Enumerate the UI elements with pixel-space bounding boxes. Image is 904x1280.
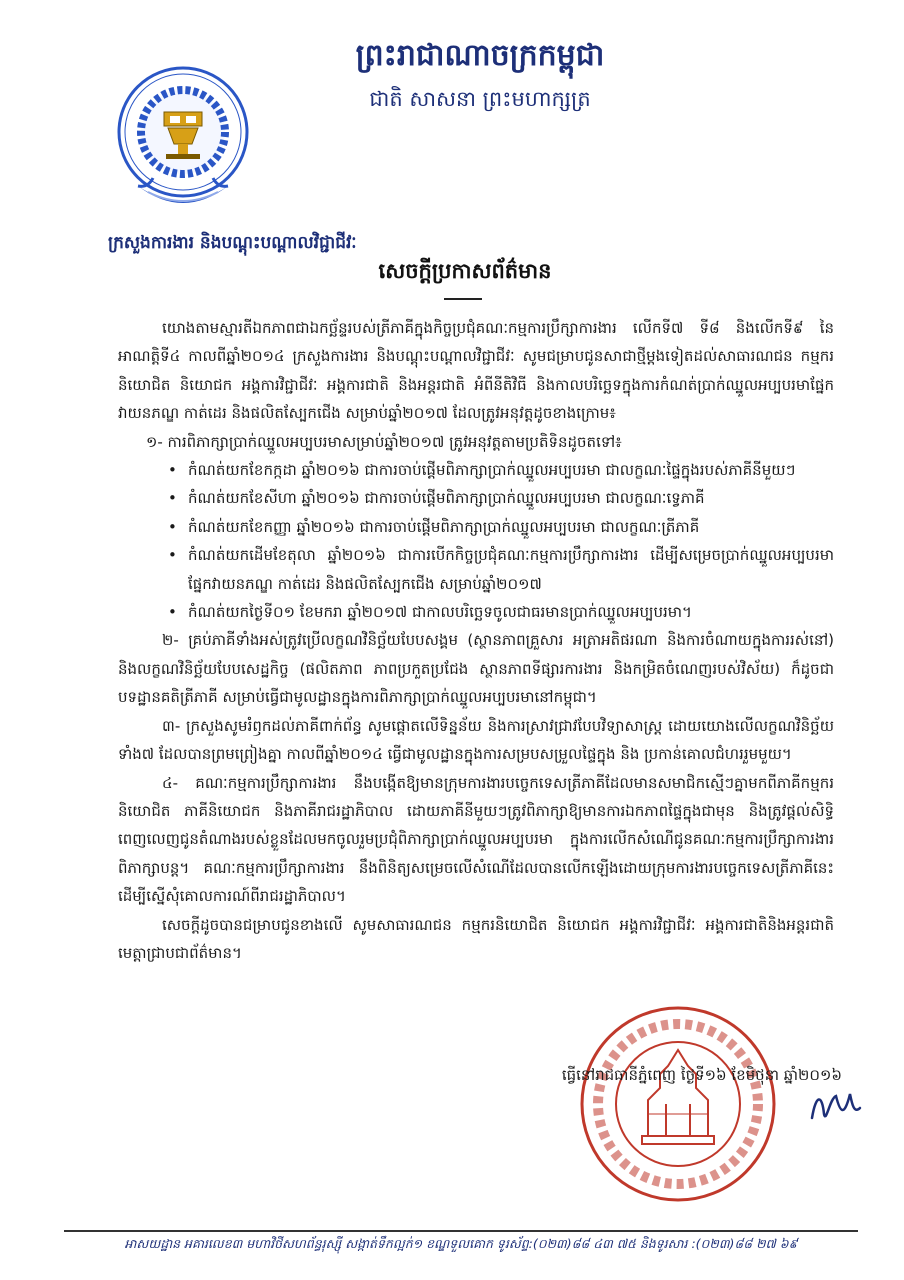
list-item: • កំណត់យកខែសីហា ឆ្នាំ២០១៦ ជាការចាប់ផ្តើមពិភាក្សាប្រាក់ឈ្នួលអប្បបរមា ជាលក្ខណៈទ្វេភាគី	[168, 484, 834, 512]
section-1-heading: ១- ការពិភាក្សាប្រាក់ឈ្នួលអប្បបរមាសម្រាប់ឆ្នាំ២០១៧ ត្រូវអនុវត្តតាមប្រតិទិនដូចតទៅ៖	[146, 432, 622, 451]
title-divider	[444, 298, 482, 300]
document-title: សេចក្តីប្រកាសព័ត៌មាន	[378, 258, 552, 283]
section-2-paragraph: ២- គ្រប់ភាគីទាំងអស់ត្រូវប្រើលក្ខណវិនិច្ឆ័យបែបសង្គម (ស្ថានភាពគ្រួសារ អត្រាអតិផរណា និងការចំណាយក្នុងការរស់នៅ) និងលក្ខណវិនិច្ឆ័យបែបសេដ្ឋកិច្ច (ផលិតភាព ភាពប្រកួតប្រជែង ស្ថានភាពទីផ្សារការងារ និងកម្រិតចំណេញរបស់វិស័យ) ក៏ដូចជាបទដ្ឋានគតិត្រីភាគី សម្រាប់ធ្វើជាមូលដ្ឋានក្នុងការពិភាក្សាប្រាក់ឈ្នួលអប្បបរមានៅកម្ពុជា។	[118, 631, 834, 707]
list-item: • កំណត់យកខែកញ្ញា ឆ្នាំ២០១៦ ជាការចាប់ផ្តើមពិភាក្សាប្រាក់ឈ្នួលអប្បបរមា ជាលក្ខណៈត្រីភាគី	[168, 513, 834, 541]
official-seal	[578, 1004, 778, 1204]
document-body	[118, 314, 834, 967]
section-3-paragraph: ៣- ក្រសួងសូមរំឭកដល់ភាគីពាក់ព័ន្ធ សូមផ្តោតលើទិន្នន័យ និងការស្រាវជ្រាវបែបវិទ្យាសាស្ត្រ ដោយយោងលើលក្ខណវិនិច្ឆ័យទាំង៧ ដែលបានព្រមព្រៀងគ្នា កាលពីឆ្នាំ២០១៤ ធ្វើជាមូលដ្ឋានក្នុងការសម្របសម្រួលផ្ទៃក្នុង និង ប្រកាន់គោលជំហររួមមួយ។	[118, 716, 834, 764]
closing-paragraph: សេចក្តីដូចបានជម្រាបជូនខាងលើ សូមសាធារណជន កម្មករនិយោជិត និយោជក អង្គការវិជ្ជាជីវៈ អង្គការជាតិនិងអន្តរជាតិ មេត្តាជ្រាបជាព័ត៌មាន។	[118, 915, 834, 962]
list-item: • កំណត់យកខែកក្កដា ឆ្នាំ២០១៦ ជាការចាប់ផ្តើមពិភាក្សាប្រាក់ឈ្នួលអប្បបរមា ជាលក្ខណៈផ្ទៃក្នុងរបស់ភាគីនីមួយៗ	[168, 456, 834, 484]
kingdom-heading: ព្រះរាជាណាចក្រកម្ពុជា	[355, 38, 605, 73]
ministry-name: ក្រសួងការងារ និងបណ្តុះបណ្តាលវិជ្ជាជីវៈ	[108, 233, 357, 253]
section-1-list	[118, 456, 834, 626]
footer-divider	[64, 1230, 858, 1232]
intro-paragraph: យោងតាមស្មារតីឯកភាពជាឯកច្ឆ័ន្ទរបស់ត្រីភាគីក្នុងកិច្ចប្រជុំគណៈកម្មការប្រឹក្សាការងារ លើកទី៧ ទី៨ និងលើកទី៩ នៃអាណត្តិទី៤ កាលពីឆ្នាំ២០១៤ ក្រសួងការងារ និងបណ្តុះបណ្តាលវិជ្ជាជីវៈ សូមជម្រាបជូនសាជាថ្មីម្តងទៀតដល់សាធារណជន កម្មករនិយោជិត និយោជក អង្គការវិជ្ជាជីវៈ អង្គការជាតិ និងអន្តរជាតិ អំពីនីតិវិធី និងកាលបរិច្ឆេទក្នុងការកំណត់ប្រាក់ឈ្នួលអប្បបរមាផ្នែកវាយនភណ្ឌ កាត់ដេរ និងផលិតស្បែកជើង សម្រាប់ឆ្នាំ២០១៧ ដែលត្រូវអនុវត្តដូចខាងក្រោម៖	[118, 319, 834, 423]
ministry-logo	[108, 60, 258, 220]
national-motto: ជាតិ សាសនា ព្រះមហាក្សត្រ	[369, 87, 591, 111]
place-and-date: ធ្វើនៅរាជធានីភ្នំពេញ ថ្ងៃទី១៦ ខែមិថុនា ឆ្នាំ២០១៦	[561, 1066, 842, 1084]
list-item: • កំណត់យកដើមខែតុលា ឆ្នាំ២០១៦ ជាការបើកកិច្ចប្រជុំគណៈកម្មការប្រឹក្សាការងារ ដើម្បីសម្រេចប្រាក់ឈ្នួលអប្បបរមាផ្នែកវាយនភណ្ឌ កាត់ដេរ និងផលិតស្បែកជើង សម្រាប់ឆ្នាំ២០១៧	[168, 541, 834, 598]
signature	[806, 1088, 864, 1128]
footer-address: អាសយដ្ឋាន អគារលេខ៣ មហាវិថីសហព័ន្ធរុស្ស៊ី សង្កាត់ទឹកល្អក់១ ខណ្ឌទួលគោក ទូរស័ព្ទ:(០២៣)៨៨ ៤៣ ៧៥ និងទូរសារ :(០២៣)៨៨ ២៧ ៦៩	[124, 1236, 798, 1251]
section-4-paragraph: ៤- គណៈកម្មការប្រឹក្សាការងារ នឹងបង្កើតឱ្យមានក្រុមការងារបច្ចេកទេសត្រីភាគីដែលមានសមាជិកស្មើៗគ្នាមកពីភាគីកម្មករនិយោជិត ភាគីនិយោជក និងភាគីរាជរដ្ឋាភិបាល ដោយភាគីនីមួយៗត្រូវពិភាក្សាឱ្យមានការឯកភាពផ្ទៃក្នុងជាមុន និងត្រូវផ្តល់សិទ្ធិពេញលេញជូនតំណាងរបស់ខ្លួនដែលមកចូលរួមប្រជុំពិភាក្សាប្រាក់ឈ្នួលអប្បបរមា ក្នុងការលើកសំណើជូនគណៈកម្មការប្រឹក្សាការងារពិភាក្សាបន្ត។ គណៈកម្មការប្រឹក្សាការងារ នឹងពិនិត្យសម្រេចលើសំណើដែលបានលើកឡើងដោយក្រុមការងារបច្ចេកទេសត្រីភាគីនេះ ដើម្បីស្នើសុំគោលការណ៍ពីរាជរដ្ឋាភិបាល។	[118, 773, 834, 906]
list-item: • កំណត់យកថ្ងៃទី០១ ខែមករា ឆ្នាំ២០១៧ ជាកាលបរិច្ឆេទចូលជាធរមានប្រាក់ឈ្នួលអប្បបរមា។	[168, 598, 834, 626]
